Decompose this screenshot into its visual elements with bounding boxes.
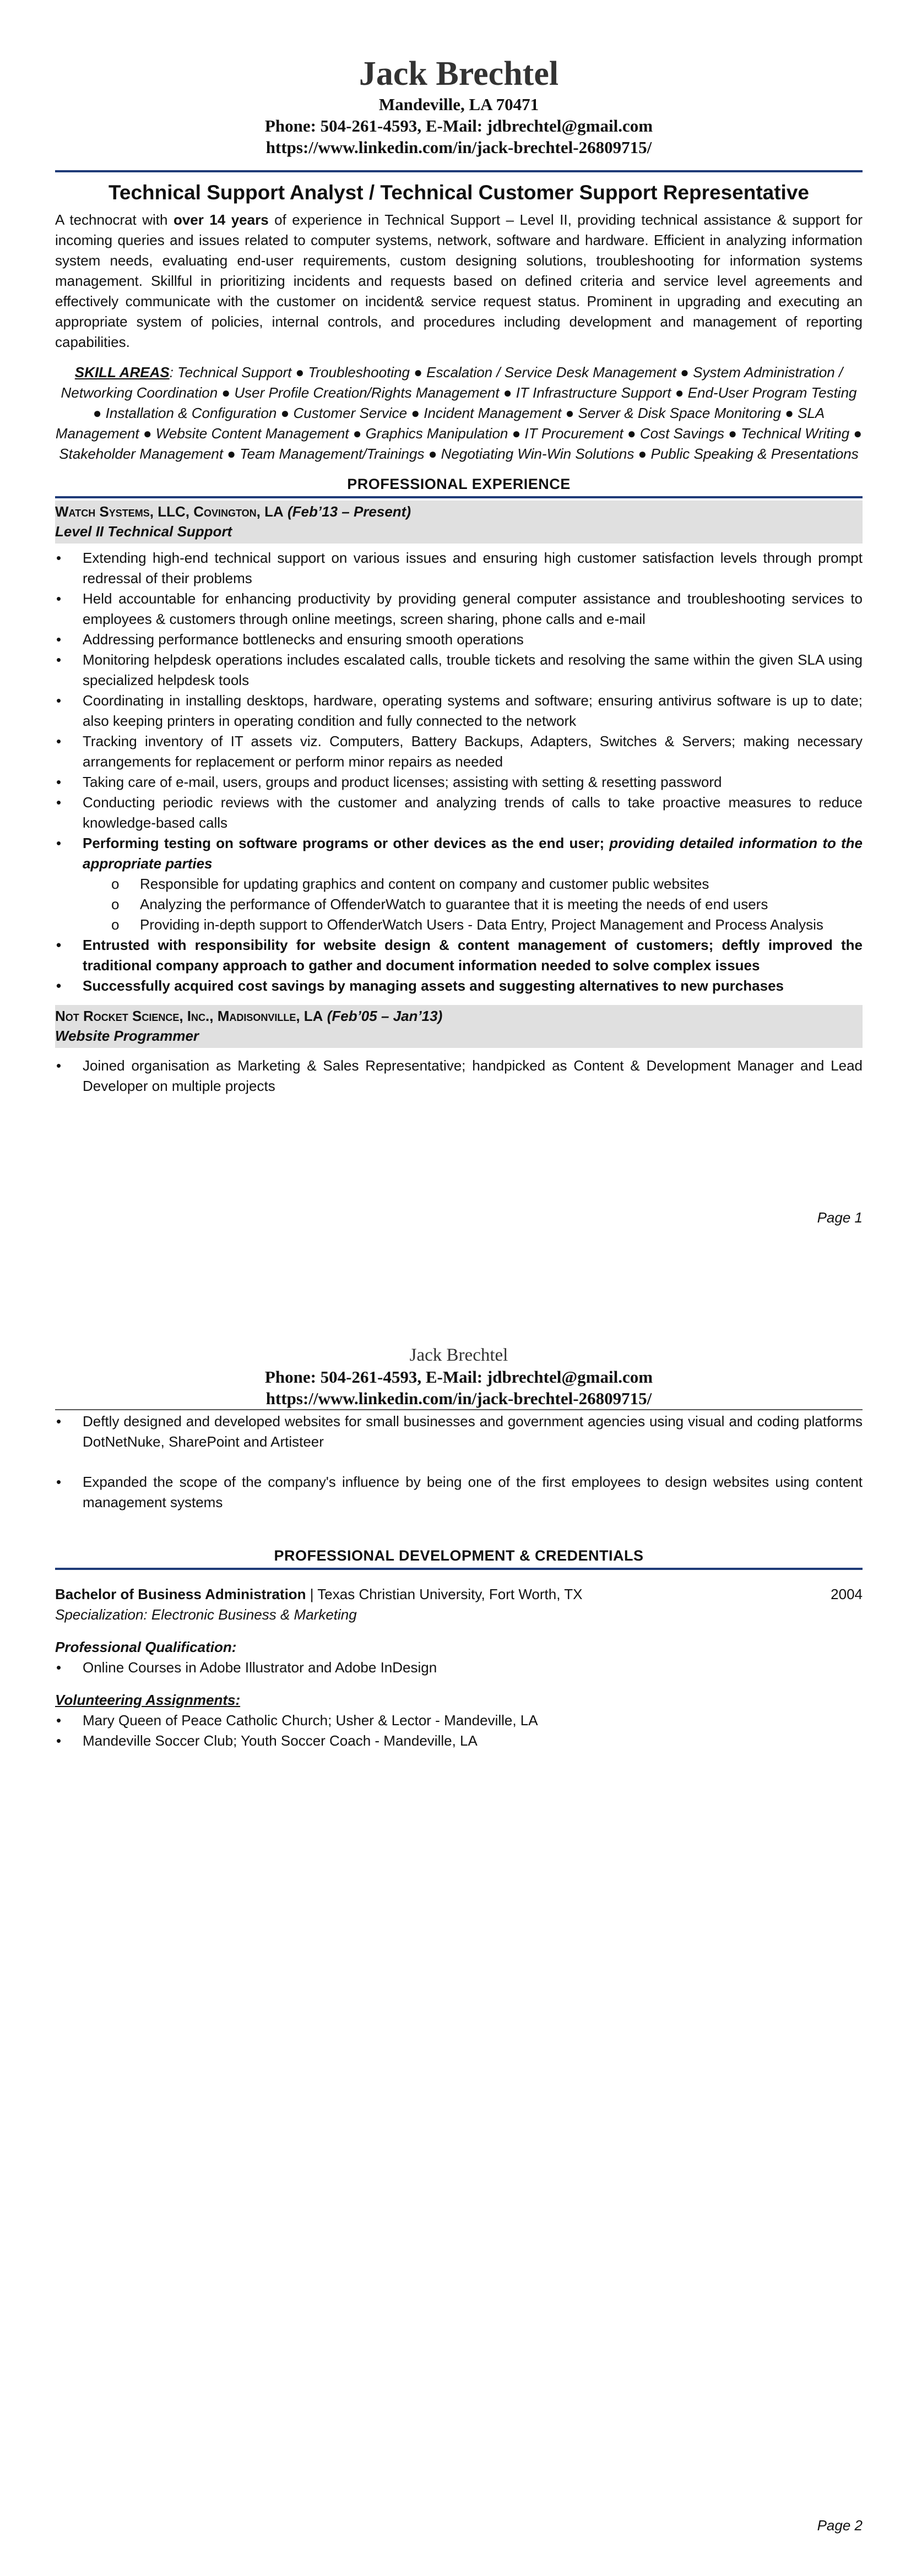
- page-2-content: [55, 1288, 863, 1751]
- job-1-bullets: [55, 548, 863, 996]
- volunteering-heading: Volunteering Assignments:: [55, 1692, 241, 1708]
- job-1-bullet: • Extending high-end technical support on various issues and ensuring high customer satisfaction levels through prompt redressal of their problems: [55, 548, 863, 589]
- job-1-bold-bullet: • Successfully acquired cost savings by managing assets and suggesting alternatives to new purchases: [55, 976, 863, 996]
- job-2-header: [55, 1005, 863, 1048]
- testing-bold: Performing testing on software programs or other devices as the end user;: [83, 835, 610, 851]
- job-1-bullet: • Coordinating in installing desktops, hardware, operating systems and software; ensuring antivirus software is up to date; also keeping printers in operating condition and fully connected to the network: [55, 691, 863, 731]
- location: Mandeville, LA 70471: [378, 95, 539, 114]
- education-row: [55, 1584, 863, 1605]
- job-1-bullet: • Addressing performance bottlenecks and ensuring smooth operations: [55, 629, 863, 650]
- development-divider: [55, 1568, 863, 1570]
- job-1-header: [55, 501, 863, 544]
- job-2-bullet: • Joined organisation as Marketing & Sales Representative; handpicked as Content & Development Manager and Lead Developer on multiple projects: [55, 1056, 863, 1096]
- page-number: Page 2: [817, 2517, 863, 2534]
- contact-line: Phone: 504-261-4593, E-Mail: jdbrechtel@gmail.com: [264, 116, 653, 135]
- page-2: [0, 1288, 911, 2576]
- job-1-sub-bullet: o Responsible for updating graphics and content on company and customer public websites: [83, 874, 863, 894]
- job-2-bullets: [55, 1056, 863, 1096]
- testing-bold-italic: providing detailed information to the appropriate parties: [83, 835, 863, 872]
- job-1-sub-bullet: o Providing in-depth support to OffenderWatch Users - Data Entry, Project Management and Process Analysis: [83, 915, 863, 935]
- summary-highlight: over 14 years: [173, 211, 269, 228]
- job-1-role: Level II Technical Support: [55, 523, 232, 540]
- job-1-bullet: • Conducting periodic reviews with the customer and analyzing trends of calls to take proactive measures to reduce knowledge-based calls: [55, 792, 863, 833]
- job-1-company: Watch Systems, LLC, Covington, LA: [55, 503, 284, 520]
- skill-areas: [55, 362, 863, 464]
- job-2-dates: (Feb’05 – Jan’13): [327, 1008, 443, 1024]
- school: | Texas Christian University, Fort Worth, TX: [306, 1586, 583, 1602]
- running-header-name: Jack Brechtel: [409, 1345, 508, 1365]
- running-header-contact: Phone: 504-261-4593, E-Mail: jdbrechtel@gmail.com: [264, 1367, 653, 1387]
- job-1-bullet: • Taking care of e-mail, users, groups and product licenses; assisting with setting & resetting password: [55, 772, 863, 792]
- skill-areas-text: : Technical Support ● Troubleshooting ● Escalation / Service Desk Management ● System Administration / Networking Coordination ● User Profile Creation/Rights Management ● IT Infrastructure Support ● End-User Program Testing ● Installation & Configuration ● Customer Service ● Incident Management ● Server & Disk Space Monitoring ● SLA Management ● Website Content Management ● Graphics Manipulation ● IT Procurement ● Cost Savings ● Technical Writing ● Stakeholder Management ● Team Management/Trainings ● Negotiating Win-Win Solutions ● Public Speaking & Presentations: [55, 364, 863, 462]
- summary-part-1: A technocrat with: [55, 211, 173, 228]
- resume-title: Technical Support Analyst / Technical Customer Support Representative: [109, 181, 809, 204]
- job-1-bullet: • Held accountable for enhancing productivity by providing general computer assistance and troubleshooting services to employees & customers through online meetings, screen sharing, phone calls and e-mail: [55, 589, 863, 629]
- specialization: Specialization: Electronic Business & Marketing: [55, 1606, 357, 1623]
- experience-divider: [55, 496, 863, 498]
- linkedin-link[interactable]: https://www.linkedin.com/in/jack-brechtel-26809715/: [265, 138, 652, 157]
- volunteering-list: [55, 1710, 863, 1751]
- candidate-name: Jack Brechtel: [359, 55, 559, 93]
- job-1-dates: (Feb’13 – Present): [288, 503, 411, 520]
- summary-part-2: of experience in Technical Support – Level II, providing technical assistance & support for incoming queries and issues related to computer systems, network, software and hardware. Efficient in analyzing information system needs, evaluating end-user requirements, custom designing solutions, troubleshooting for information systems management. Skillful in prioritizing incidents and requests based on defined criteria and service level agreements and effectively communicate with the customer on incident& service request status. Prominent in upgrading and executing an appropriate system of policies, internal controls, and procedures including development and management of reporting capabilities.: [55, 211, 863, 350]
- job-2-bullet: • Expanded the scope of the company's influence by being one of the first employees to design websites using content management systems: [55, 1472, 863, 1513]
- job-1-testing-bullet: [55, 833, 863, 935]
- education-entry: [55, 1584, 582, 1605]
- qualification-item: • Online Courses in Adobe Illustrator and Adobe InDesign: [55, 1657, 863, 1678]
- summary-paragraph: [55, 210, 863, 352]
- volunteering-item: • Mandeville Soccer Club; Youth Soccer Coach - Mandeville, LA: [55, 1731, 863, 1751]
- job-2-bullets-continued: [55, 1411, 863, 1513]
- job-1-bullet: • Monitoring helpdesk operations includes escalated calls, trouble tickets and resolving the same within the given SLA using specialized helpdesk tools: [55, 650, 863, 691]
- qualification-list: [55, 1657, 863, 1678]
- job-1-sub-bullets: [83, 874, 863, 935]
- degree: Bachelor of Business Administration: [55, 1586, 306, 1602]
- job-2-bullet: • Deftly designed and developed websites for small businesses and government agencies using visual and coding platforms DotNetNuke, SharePoint and Artisteer: [55, 1411, 863, 1452]
- job-1-bullet: • Tracking inventory of IT assets viz. Computers, Battery Backups, Adapters, Switches & Servers; making necessary arrangements for replacement or perform minor repairs as needed: [55, 731, 863, 772]
- qualification-heading: Professional Qualification:: [55, 1639, 237, 1655]
- running-header-divider: [55, 1409, 863, 1410]
- job-2-company: Not Rocket Science, Inc., Madisonville, LA: [55, 1008, 323, 1024]
- graduation-year: 2004: [831, 1586, 863, 1602]
- page-number: Page 1: [817, 1209, 863, 1226]
- experience-heading: PROFESSIONAL EXPERIENCE: [347, 476, 571, 492]
- development-heading: PROFESSIONAL DEVELOPMENT & CREDENTIALS: [274, 1547, 644, 1564]
- volunteering-item: • Mary Queen of Peace Catholic Church; Usher & Lector - Mandeville, LA: [55, 1710, 863, 1731]
- skill-areas-label: SKILL AREAS: [74, 364, 170, 381]
- running-header-linkedin[interactable]: https://www.linkedin.com/in/jack-brechtel-26809715/: [265, 1389, 652, 1408]
- page-1-content: [55, 0, 863, 1096]
- header-divider: [55, 170, 863, 172]
- job-2-role: Website Programmer: [55, 1028, 199, 1044]
- job-1-bold-bullet: • Entrusted with responsibility for website design & content management of customers; deftly improved the traditional company approach to gather and document information needed to solve complex issues: [55, 935, 863, 976]
- job-1-sub-bullet: o Analyzing the performance of OffenderWatch to guarantee that it is meeting the needs of end users: [83, 894, 863, 915]
